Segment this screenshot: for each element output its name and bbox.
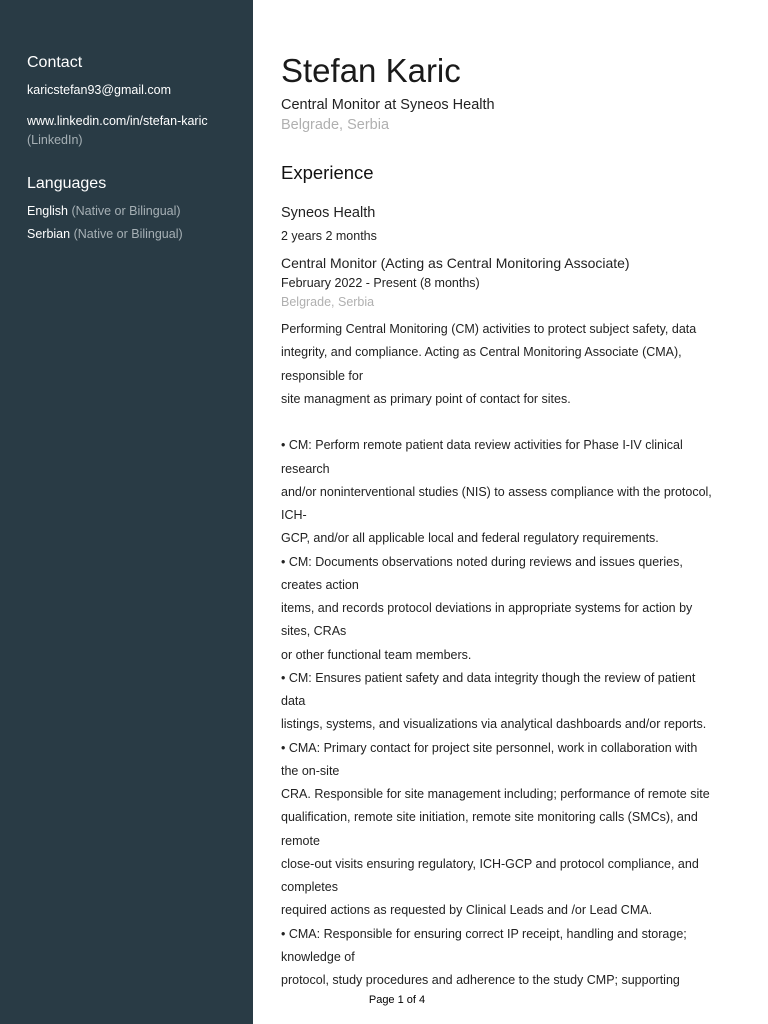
role-description [281,318,741,992]
company-duration: 2 years 2 months [281,229,377,243]
description-line: sites, CRAs [281,624,347,639]
description-line: knowledge of [281,949,355,964]
contact-heading: Contact [27,54,83,71]
role-title: Central Monitor (Acting as Central Monitoring Associate) [281,255,630,271]
description-line: Performing Central Monitoring (CM) activities to protect subject safety, data [281,322,697,336]
profile-name: Stefan Karic [281,52,461,89]
description-line: and/or noninterventional studies (NIS) to assess compliance with the protocol, [281,484,712,499]
description-line: remote [281,833,320,848]
language-level: (Native or Bilingual) [73,227,183,241]
description-line: required actions as requested by Clinical Leads and /or Lead CMA. [281,903,653,918]
description-line: ICH- [281,508,307,522]
email-link[interactable]: karicstefan93@gmail.com [27,83,171,97]
language-level: (Native or Bilingual) [71,204,181,218]
description-line: site managment as primary point of contact for sites. [281,391,571,406]
linkedin-link[interactable]: www.linkedin.com/in/stefan-karic [27,114,208,128]
description-line: items, and records protocol deviations in appropriate systems for action by [281,601,693,615]
profile-location: Belgrade, Serbia [281,117,390,133]
description-line: GCP, and/or all applicable local and federal regulatory requirements. [281,531,659,546]
description-line: listings, systems, and visualizations via analytical dashboards and/or reports. [281,717,707,732]
description-line: • CM: Perform remote patient data review activities for Phase I-IV clinical [281,438,683,453]
description-line: • CM: Ensures patient safety and data integrity though the review of patient [281,670,696,685]
description-line: responsible for [281,368,363,383]
role-dates: February 2022 - Present (8 months) [281,276,480,290]
description-line: qualification, remote site initiation, remote site monitoring calls (SMCs), and [281,810,698,825]
description-line: close-out visits ensuring regulatory, ICH-GCP and protocol compliance, and [281,856,699,871]
blank-line [281,411,741,434]
description-line: or other functional team members. [281,647,472,662]
description-line: protocol, study procedures and adherence to the study CMP; supporting [281,973,680,987]
role-location: Belgrade, Serbia [281,295,375,309]
description-line: • CMA: Responsible for ensuring correct IP receipt, handling and storage; [281,926,687,941]
linkedin-label: (LinkedIn) [27,133,83,147]
company-name: Syneos Health [281,205,376,221]
description-line: • CM: Documents observations noted during reviews and issues queries, [281,554,683,569]
page-number: Page 1 of 4 [368,994,426,1006]
profile-headline: Central Monitor at Syneos Health [281,97,495,113]
language-item [27,204,181,218]
description-line: research [281,461,330,476]
experience-heading: Experience [281,162,374,183]
language-name: Serbian [27,227,71,241]
description-line: the on-site [281,763,340,778]
sidebar [0,0,253,1024]
main-content [281,0,741,1024]
description-line: completes [281,880,338,894]
description-line: CRA. Responsible for site management including; performance of remote site [281,787,710,801]
description-line: creates action [281,577,359,592]
description-line: data [281,694,306,708]
language-name: English [27,204,68,218]
language-item [27,227,183,241]
description-line: • CMA: Primary contact for project site personnel, work in collaboration with [281,740,698,755]
description-line: integrity, and compliance. Acting as Central Monitoring Associate (CMA), [281,345,682,360]
languages-heading: Languages [27,175,107,192]
